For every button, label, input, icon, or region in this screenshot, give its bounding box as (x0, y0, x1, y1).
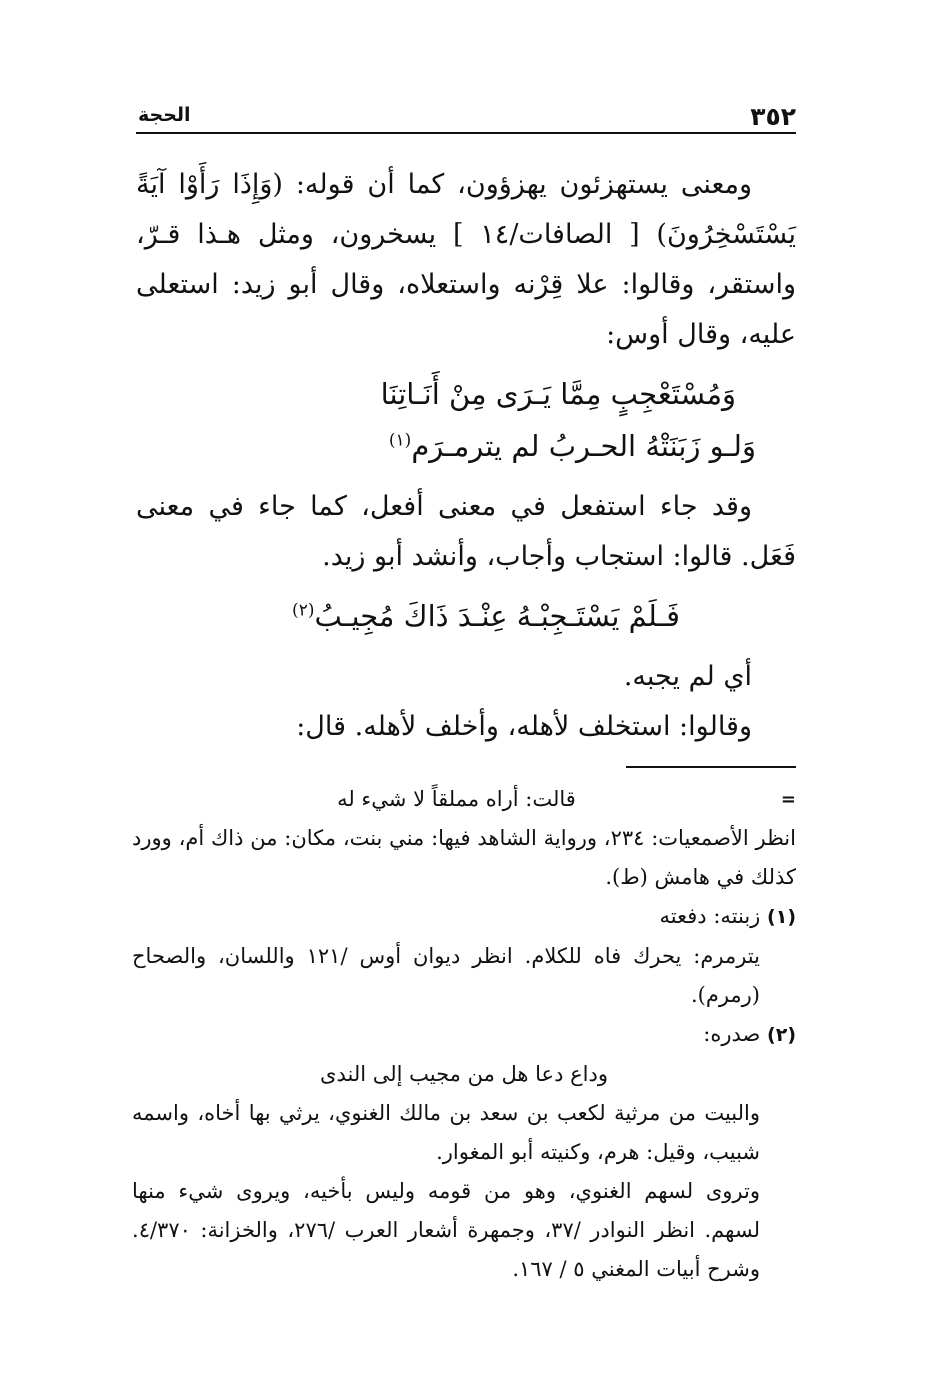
footnote-2-label: (٢) (767, 1024, 796, 1046)
footnote-2-header (132, 1015, 796, 1055)
footnote-marker-1: (١) (388, 430, 412, 451)
paragraph-4: وقالوا: استخلف لأهله، وأخلف لأهله. قال: (296, 711, 752, 742)
verse-2 (136, 590, 796, 642)
paragraph-1: ومعنى يستهزئون يهزؤون، كما أن قوله: (وَإِذَا رَأَوْا آيَةً يَسْتَسْخِرُونَ) [ الصافات/١٤ ] يسخرون، ومثل هـذا قـرّ، واستقر، وقالوا: علا قِرْنه واستعلاه، وقال أبو زيد: استعلى عليه، وقال أوس: (136, 169, 796, 350)
footnote-2-text-1: والبيت من مرثية لكعب بن سعد بن مالك الغنوي، يرثي بها أخاه، واسمه شبيب، وقيل: هرم، وكنيته أبو المغوار. (132, 1101, 760, 1164)
footnote-2-text-2: وتروى لسهم الغنوي، وهو من قومه وليس بأخيه، ويروى شيء منها لسهم. انظر النوادر /٣٧، وجمهرة أشعار العرب /٢٧٦، والخزانة: ٤/٣٧٠. وشرح أبيات المغني ٥ / ١٦٧. (132, 1179, 760, 1281)
continuation-mark: = (780, 789, 796, 810)
running-head (136, 98, 796, 134)
footnote-2-verse: وداع دعا هل من مجيب إلى الندى (320, 1062, 608, 1086)
footnote-1-label: (١) (767, 906, 796, 928)
footnote-2-line: صدره: (703, 1022, 761, 1046)
footnote-separator (626, 766, 796, 768)
footnote-1-header (132, 897, 796, 937)
main-text (136, 160, 796, 752)
footnote-continuation-text: انظر الأصمعيات: ٢٣٤، ورواية الشاهد فيها: مني بنت، مكان: من ذاك أم، وورد كذلك في هامش (ط). (132, 826, 796, 889)
footnote-marker-2: (٢) (292, 600, 315, 621)
footnote-1-line: زبنته: دفعته (659, 904, 761, 928)
paragraph-2: وقد جاء استفعل في معنى أفعل، كما جاء في معنى فَعَل. قالوا: استجاب وأجاب، وأنشد أبو زيد. (136, 491, 796, 572)
paragraph-3: أي لم يجبه. (623, 661, 752, 692)
verse-1-second-text: وَلـو زَبَنَتْهُ الحـربُ لم يترمـرَم (411, 429, 756, 463)
footnotes (132, 780, 796, 1289)
continuation-verse: قالت: أراه مملقاً لا شيء له (337, 787, 576, 811)
verse-1-first-hemistich: وَمُسْتَعْجِبٍ مِمَّا يَـرَى مِنْ أَنَـاتِنَا (380, 377, 736, 411)
footnote-continuation-verse-line (132, 780, 796, 819)
page-number: ٣٥٢ (750, 102, 796, 131)
footnote-1-text: يترمرم: يحرك فاه للكلام. انظر ديوان أوس /١٢١ واللسان، والصحاح (رمرم). (132, 944, 760, 1007)
verse-2-text: فَـلَمْ يَسْتَـجِبْـهُ عِنْـدَ ذَاكَ مُجِيـبُ (314, 599, 680, 633)
running-title: الحجة (138, 104, 191, 126)
verse-1-second-hemistich (136, 420, 796, 472)
